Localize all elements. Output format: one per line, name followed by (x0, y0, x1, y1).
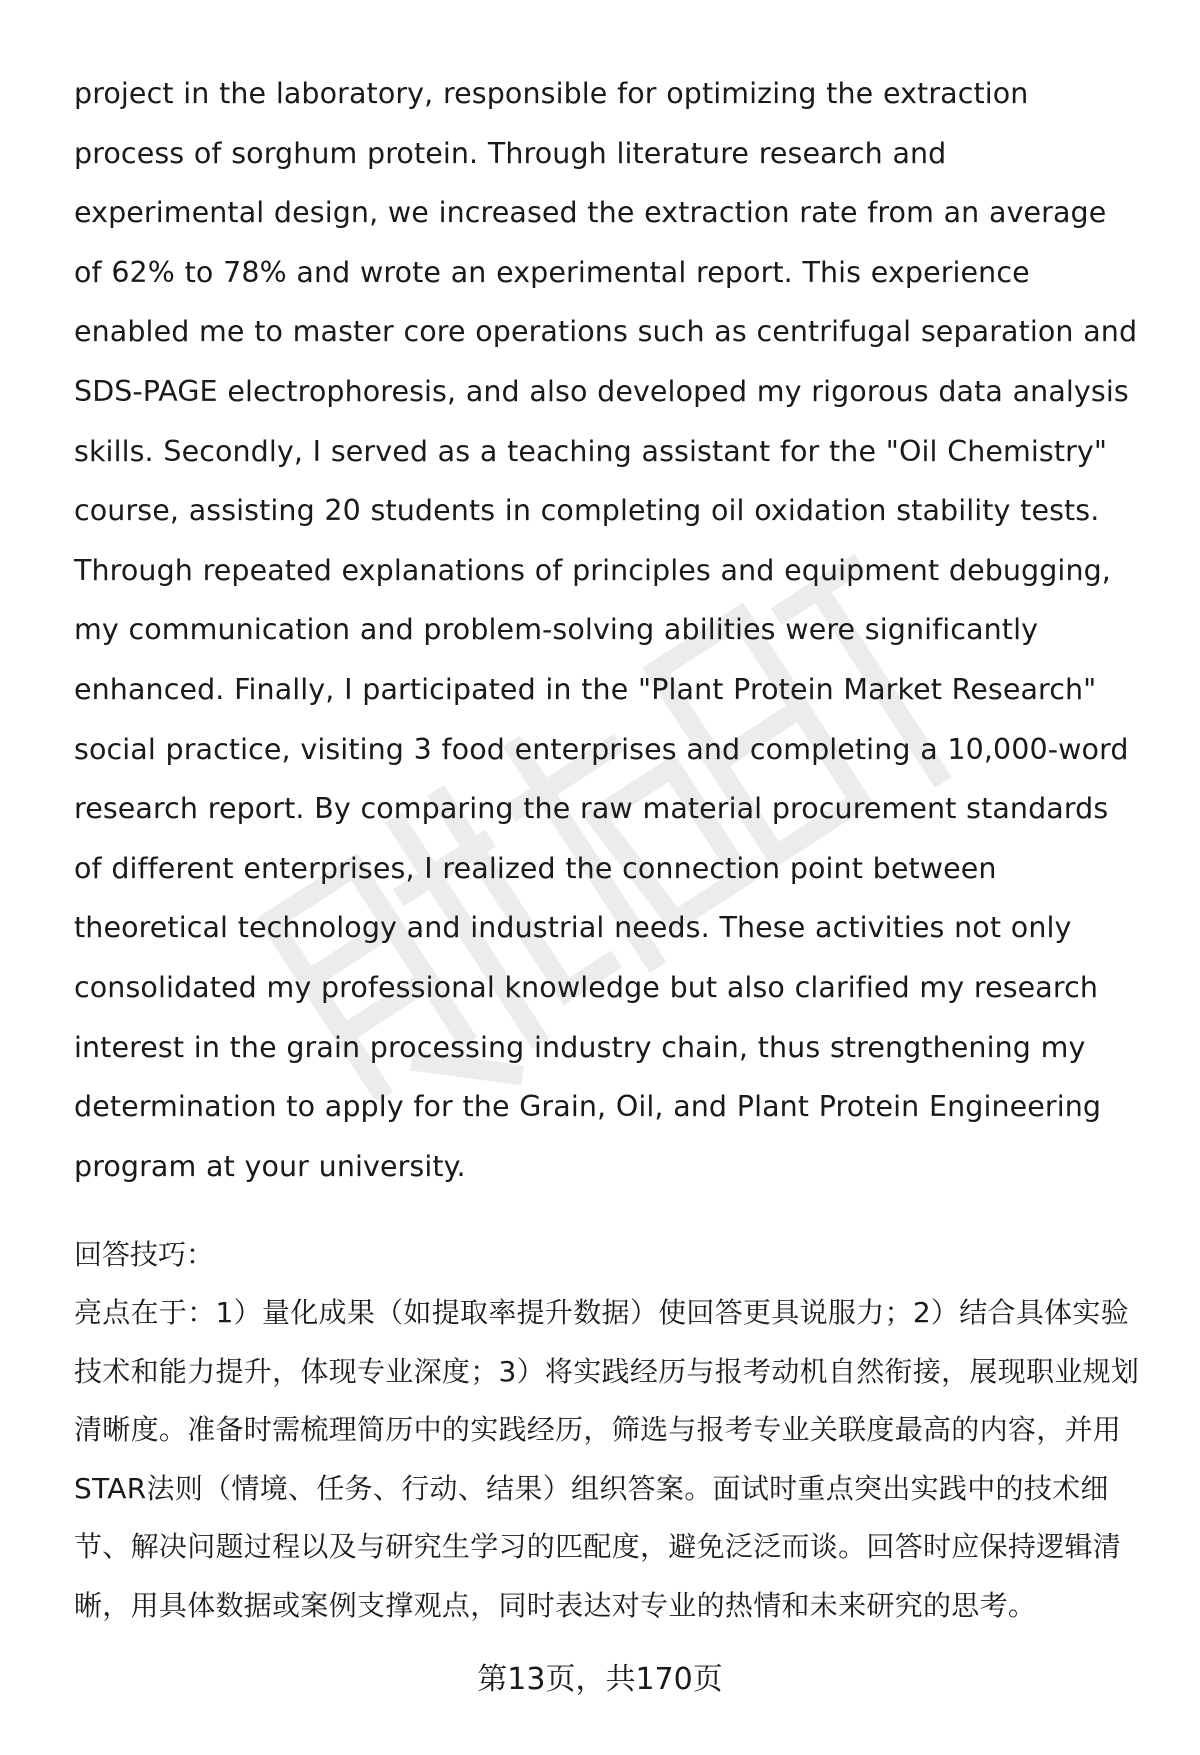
tips-heading: 回答技巧： (74, 1238, 215, 1272)
document-page (74, 64, 1142, 1635)
page-number: 第13页，共170页 (477, 1662, 723, 1697)
body-paragraph: project in the laboratory, responsible for optimizing the extraction process of sorghum protein. Through literature research and experimental design, we increased the extraction rate from an average of 62% to 78% and wrote an experimental report. This experience enabled me to master core operations such as centrifugal separation and SDS-PAGE electrophoresis, and also developed my rigorous data analysis skills. Secondly, I served as a teaching assistant for the "Oil Chemistry" course, assisting 20 students in completing oil oxidation stability tests. Through repeated explanations of principles and equipment debugging, my communication and problem-solving abilities were significantly enhanced. Finally, I participated in the "Plant Protein Market Research" social practice, visiting 3 food enterprises and completing a 10,000-word research report. By comparing the raw material procurement standards of different enterprises, I realized the connection point between theoretical technology and industrial needs. These activities not only consolidated my professional knowledge but also clarified my research interest in the grain processing industry chain, thus strengthening my determination to apply for the Grain, Oil, and Plant Protein Engineering program at your university. (74, 77, 1138, 1183)
tips-paragraph: 亮点在于：1）量化成果（如提取率提升数据）使回答更具说服力；2）结合具体实验技术和能力提升，体现专业深度；3）将实践经历与报考动机自然衔接，展现职业规划清晰度。准备时需梳理简历中的实践经历，筛选与报考专业关联度最高的内容，并用STAR法则（情境、任务、行动、结果）组织答案。面试时重点突出实践中的技术细节、解决问题过程以及与研究生学习的匹配度，避免泛泛而谈。回答时应保持逻辑清晰，用具体数据或案例支撑观点，同时表达对专业的热情和未来研究的思考。 (74, 1296, 1140, 1622)
